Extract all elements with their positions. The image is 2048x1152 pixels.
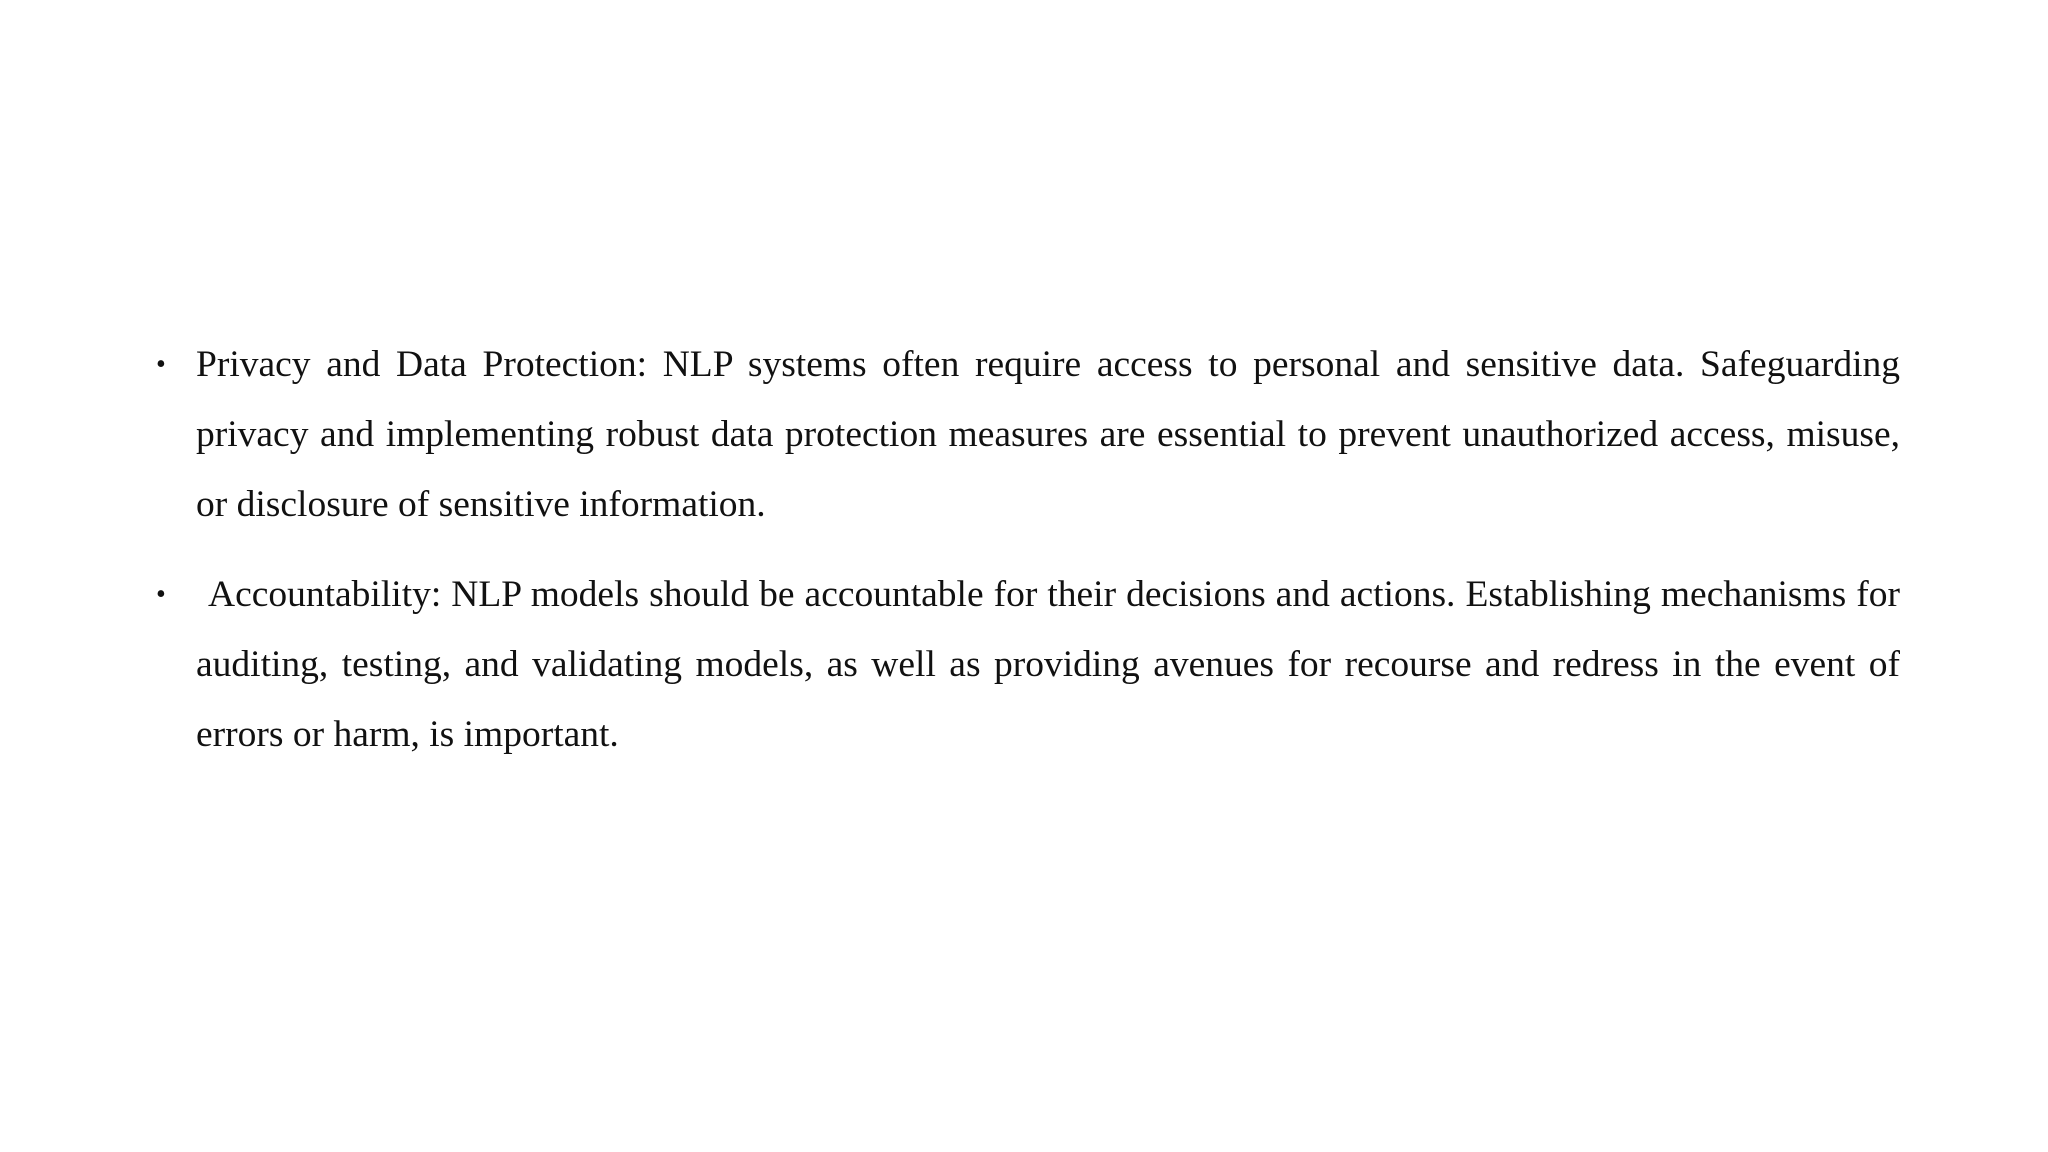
bullet-text-accountability-content: Accountability: NLP models should be accountable for their decisions and actions. Establishing mechanisms for auditing, testing, and validating models, as well as providing avenues for recourse and redress in the event of errors or harm, is important.	[196, 574, 1900, 755]
bullet-text-accountability	[196, 560, 1900, 770]
bullet-item-accountability	[150, 560, 1900, 770]
bullet-marker: •	[156, 579, 166, 610]
bullet-marker: •	[156, 349, 166, 380]
bullet-list	[150, 330, 1900, 770]
bullet-text-privacy: Privacy and Data Protection: NLP systems often require access to personal and sensitive data. Safeguarding privacy and implementing robust data protection measures are essential to prevent unauthorized access, misuse, or disclosure of sensitive information.	[196, 344, 1900, 525]
bullet-item-privacy	[150, 330, 1900, 540]
